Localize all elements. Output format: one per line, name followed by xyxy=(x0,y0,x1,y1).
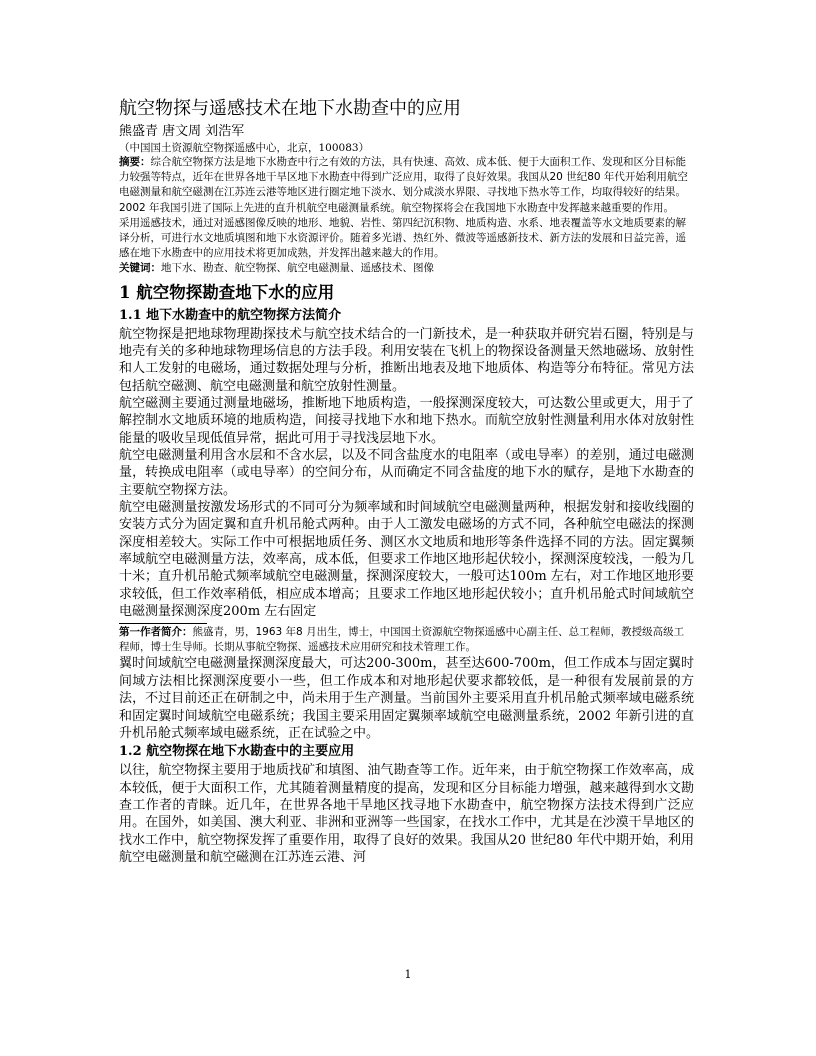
abstract-text: 综合航空物探方法是地下水勘查中行之有效的方法，具有快速、高效、成本低、便于大面积工作、发现和区分目标能力较强等特点，近年在世界各地干旱区地下水勘查中得到广泛应用，取得了良好效果。我国从20 世纪80 年代开始利用航空电磁测量和航空磁测在江苏连云港等地区进行圈定地下淡水、划分咸淡水界限、寻找地下热水等工作，均取得较好的结果。2002 年我国引进了国际上先进的直升机航空电磁测量系统。航空物探将会在我国地下水勘查中发挥越来越重要的作用。 xyxy=(119,156,688,214)
authors: 熊盛青 唐文周 刘浩军 xyxy=(119,124,245,139)
body-paragraph: 航空物探是把地球物理勘探技术与航空技术结合的一门新技术，是一种获取并研究岩石圈，特别是与地壳有关的多种地球物理场信息的方法手段。利用安装在飞机上的物探设备测量天然地磁场、放射性和人工发射的电磁场，通过数据处理与分析，推断出地表及地下地质体、构造等分布特征。常见方法包括航空磁测、航空电磁测量和航空放射性测量。 xyxy=(119,326,694,394)
document-page xyxy=(119,96,694,866)
paper-title: 航空物探与遥感技术在地下水勘查中的应用 xyxy=(119,98,461,119)
abstract-paragraph xyxy=(119,155,694,216)
body-paragraph: 以往，航空物探主要用于地质找矿和填图、油气勘查等工作。近年来，由于航空物探工作效率高，成本较低，便于大面积工作，尤其随着测量精度的提高，发现和区分目标能力增强，越来越得到水文勘查工作者的青睐。近几年，在世界各地干旱地区找寻地下水勘查中，航空物探方法技术得到广泛应用。在国外，如美国、澳大利亚、非洲和亚洲等一些国家，在找水工作中，尤其是在沙漠干旱地区的找水工作中，航空物探发挥了重要作用，取得了良好的效果。我国从20 世纪80 年代中期开始，利用航空电磁测量和航空磁测在江苏连云港、河 xyxy=(119,763,694,865)
body-paragraph: 航空磁测主要通过测量地磁场，推断地下地质构造，一般探测深度较大，可达数公里或更大，用于了解控制水文地质环境的地质构造，间接寻找地下水和地下热水。而航空放射性测量利用水体对放射性能量的吸收呈现低值异常，据此可用于寻找浅层地下水。 xyxy=(119,396,694,446)
footnote xyxy=(119,625,694,655)
affiliation: （中国国土资源航空物探遥感中心，北京，100083） xyxy=(119,142,370,154)
footnote-divider xyxy=(119,623,207,624)
footnote-text: 熊盛青，男，1963 年8 月出生，博士，中国国土资源航空物探遥感中心副主任、总工程师，教授级高级工程师，博士生导师。长期从事航空物探、遥感技术应用研究和技术管理工作。 xyxy=(119,626,685,654)
keywords-text: 地下水、勘查、航空物探、航空电磁测量、遥感技术、图像 xyxy=(161,262,434,275)
keywords-label: 关键词： xyxy=(119,262,161,275)
footnote-label: 第一作者简介： xyxy=(119,626,193,639)
body-paragraph: 航空电磁测量按激发场形式的不同可分为频率域和时间域航空电磁测量两种，根据发射和接收线圈的安装方式分为固定翼和直升机吊舱式两种。由于人工激发电磁场的方式不同，各种航空电磁法的探测深度相差较大。实际工作中可根据地质任务、测区水文地质和地形等条件选择不同的方法。固定翼频率域航空电磁测量方法，效率高，成本低，但要求工作地区地形起伏较小，探测深度较浅，一般为几十米；直升机吊舱式频率域航空电磁测量，探测深度较大，一般可达100m 左右，对工作地区地形要求较低，但工作效率稍低，相应成本增高；且要求工作地区地形起伏较小；直升机吊舱式时间域航空电磁测量探测深度200m 左右固定 xyxy=(119,500,694,620)
keywords-line xyxy=(119,261,694,276)
body-paragraph: 翼时间域航空电磁测量探测深度最大，可达200-300m，甚至达600-700m，但工作成本与固定翼时间域方法相比探测深度要小一些，但工作成本和对地形起伏要求都较低，是一种很有发展前景的方法，不过目前还正在研制之中，尚未用于生产测量。当前国外主要采用直升机吊舱式频率域电磁系统和固定翼时间域航空电磁系统；我国主要采用固定翼频率域航空电磁测量系统，2002 年新引进的直升机吊舱式频率域电磁系统，正在试验之中。 xyxy=(119,656,694,741)
abstract-label: 摘要： xyxy=(119,156,151,168)
subsection-heading-1-1: 1.1 地下水勘查中的航空物探方法简介 xyxy=(119,307,342,323)
page-number: 1 xyxy=(404,968,412,981)
abstract-paragraph-2: 采用遥感技术，通过对遥感图像反映的地形、地貌、岩性、第四纪沉积物、地质构造、水系、地表覆盖等水文地质要素的解译分析，可进行水文地质填图和地下水资源评价。随着多光谱、热红外、微波等遥感新技术、新方法的发展和日益完善，遥感在地下水勘查中的应用技术将更加成熟，并发挥出越来越大的作用。 xyxy=(119,216,686,260)
body-paragraph: 航空电磁测量利用含水层和不含水层，以及不同含盐度水的电阻率（或电导率）的差别，通过电磁测量，转换成电阻率（或电导率）的空间分布，从而确定不同含盐度的地下水的赋存，是地下水勘查的主要航空物探方法。 xyxy=(119,448,694,498)
subsection-heading-1-2: 1.2 航空物探在地下水勘查中的主要应用 xyxy=(119,744,355,760)
section-heading-1: 1 航空物探勘查地下水的应用 xyxy=(119,282,335,302)
